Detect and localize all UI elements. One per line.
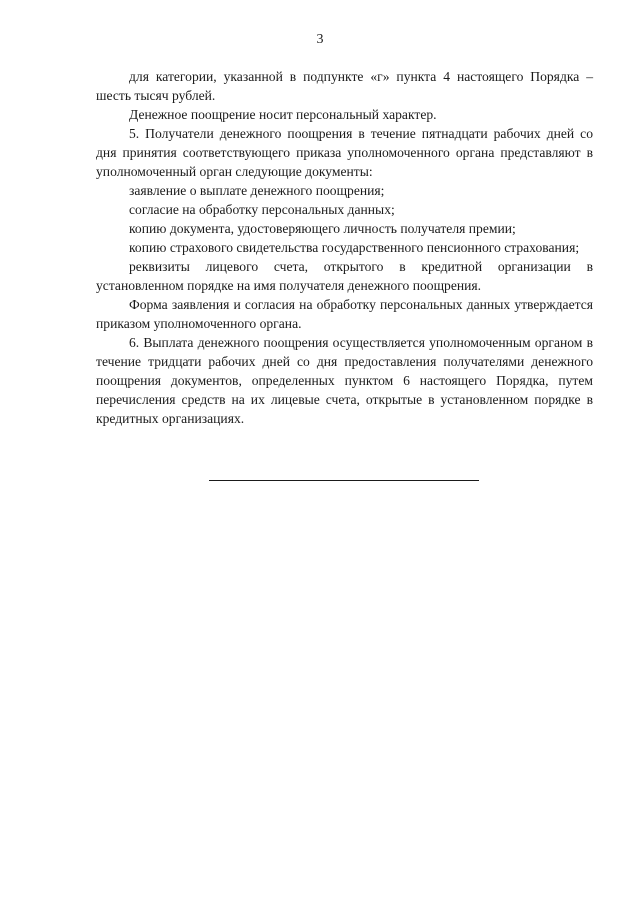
list-item-application: заявление о выплате денежного поощрения;: [129, 183, 385, 198]
list-item-account-details: реквизиты лицевого счета, открытого в кредитной организации в установленном порядке на имя получателя денежного поощрения.: [96, 259, 593, 293]
list-item-consent: согласие на обработку персональных данных;: [129, 202, 395, 217]
paragraph-item-6: 6. Выплата денежного поощрения осуществляется уполномоченным органом в течение тридцати рабочих дней со дня предоставления получателями денежного поощрения документов, определенных пунктом 6 настоящего Порядка, путем перечисления средств на их лицевые счета, открытые в установленном порядке в кредитных организациях.: [96, 335, 593, 426]
page-number: 3: [316, 32, 324, 47]
end-divider: [209, 480, 479, 481]
list-item-insurance-copy: копию страхового свидетельства государственного пенсионного страхования;: [129, 240, 580, 255]
list-item-id-copy: копию документа, удостоверяющего личность получателя премии;: [129, 221, 516, 236]
paragraph-item-5: 5. Получатели денежного поощрения в течение пятнадцати рабочих дней со дня принятия соответствующего приказа уполномоченного органа представляют в уполномоченный орган следующие документы:: [96, 126, 593, 179]
document-body: [96, 67, 593, 428]
paragraph-personal-character: Денежное поощрение носит персональный характер.: [129, 107, 437, 122]
paragraph-category-amount: для категории, указанной в подпункте «г» пункта 4 настоящего Порядка – шесть тысяч рублей.: [96, 69, 593, 103]
paragraph-form-approval: Форма заявления и согласия на обработку персональных данных утверждается приказом уполномоченного органа.: [96, 297, 593, 331]
